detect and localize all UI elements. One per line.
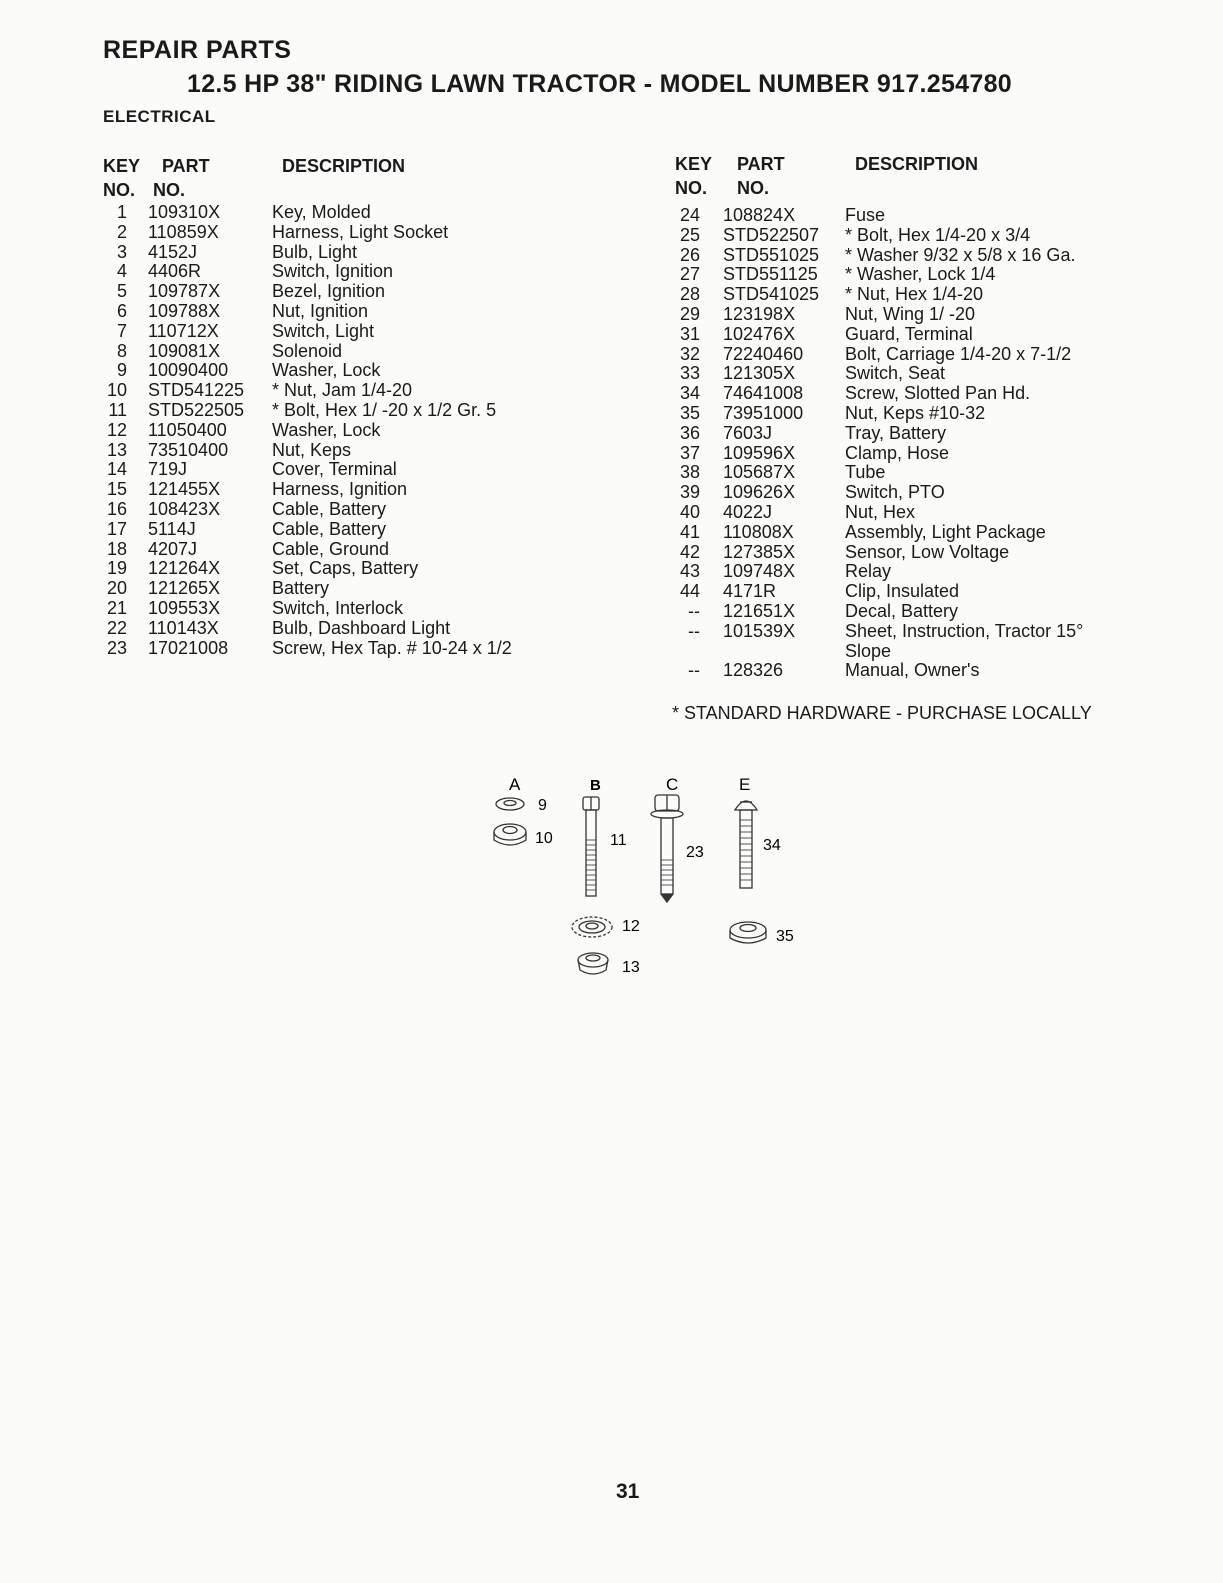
callout-12: 12 (622, 918, 640, 935)
part-number: 108824X (723, 205, 796, 225)
part-number: STD522507 (723, 224, 820, 245)
key-number: 24 (679, 205, 700, 225)
pan-head-screw-icon (735, 801, 757, 888)
part-description: Nut, Wing 1/ -20 (845, 303, 976, 324)
label-c: C (666, 775, 679, 794)
part-number: 73510400 (148, 439, 229, 460)
key-number: 42 (679, 541, 700, 562)
parts-row (0, 424, 1223, 444)
key-number: 44 (679, 581, 700, 602)
hex-nut-icon (578, 953, 608, 974)
key-number: 6 (116, 300, 127, 321)
parts-row (0, 325, 1223, 345)
parts-row (0, 345, 1223, 365)
part-number: 109787X (148, 281, 221, 302)
part-description: Washer, Lock (272, 419, 381, 440)
key-number: 21 (106, 597, 127, 618)
parts-row (0, 503, 1223, 523)
part-number: 121305X (723, 363, 796, 384)
part-number: 102476X (723, 323, 796, 344)
part-number: 7603J (723, 422, 773, 443)
part-number: 121455X (148, 479, 221, 500)
key-number: 23 (106, 637, 127, 658)
part-description: * Nut, Hex 1/4-20 (845, 284, 984, 305)
part-description: Nut, Ignition (272, 300, 369, 321)
part-description: Screw, Hex Tap. # 10-24 x 1/2 (272, 637, 512, 658)
left-key-header-1: KEY (103, 156, 141, 176)
part-number: 109626X (723, 482, 796, 503)
part-description: Sheet, Instruction, Tractor 15° (845, 620, 1084, 641)
key-number: 8 (116, 340, 127, 361)
section-title: ELECTRICAL (103, 107, 216, 126)
key-number: 31 (679, 323, 700, 344)
label-b: B (590, 777, 601, 794)
parts-row (0, 364, 1223, 384)
key-number: 26 (679, 244, 700, 265)
callout-34: 34 (763, 837, 781, 854)
part-description: Harness, Ignition (272, 479, 408, 500)
callout-11: 11 (610, 832, 627, 849)
part-number: 109596X (723, 442, 796, 463)
part-number: STD551025 (723, 244, 820, 265)
key-number: 32 (679, 343, 700, 364)
key-number: -- (688, 660, 700, 681)
part-description: Bulb, Light (272, 241, 358, 262)
key-number: 37 (679, 442, 700, 463)
part-description: Clamp, Hose (845, 442, 950, 463)
standard-hardware-note: * STANDARD HARDWARE - PURCHASE LOCALLY (672, 703, 1092, 723)
key-number: 35 (679, 402, 700, 423)
part-number: 5114J (148, 518, 196, 539)
parts-row (0, 642, 1223, 662)
parts-row (0, 622, 1223, 642)
callout-10: 10 (535, 830, 553, 847)
part-description: Switch, Light (272, 320, 375, 341)
part-description: Set, Caps, Battery (272, 558, 419, 579)
part-description: Switch, Seat (845, 363, 946, 384)
key-number: 16 (106, 498, 127, 519)
key-number: 9 (116, 360, 127, 381)
key-number: 4 (116, 261, 127, 282)
callout-13: 13 (622, 959, 640, 976)
key-number: 7 (116, 320, 127, 341)
part-description: * Bolt, Hex 1/4-20 x 3/4 (845, 224, 1031, 245)
part-number: 10090400 (148, 360, 229, 381)
key-number: 34 (679, 383, 700, 404)
key-number: 43 (679, 561, 700, 582)
right-key-header-2: NO. (675, 178, 708, 198)
key-number: 5 (116, 281, 127, 302)
key-number: 18 (106, 538, 127, 559)
left-part-header-1: PART (162, 156, 210, 176)
key-number: 13 (106, 439, 127, 460)
part-number: 108423X (148, 498, 221, 519)
page-subtitle: 12.5 HP 38" RIDING LAWN TRACTOR - MODEL NUMBER 917.254780 (187, 70, 1012, 98)
callout-23: 23 (686, 844, 704, 861)
part-description: * Bolt, Hex 1/ -20 x 1/2 Gr. 5 (272, 399, 497, 420)
lock-washer-icon (496, 798, 524, 810)
left-part-header-2: NO. (153, 180, 186, 200)
parts-row (0, 562, 1223, 582)
key-number: 29 (679, 303, 700, 324)
part-number: 121265X (148, 578, 221, 599)
key-number: 15 (106, 479, 127, 500)
part-number: 109081X (148, 340, 221, 361)
part-number: 110859X (148, 221, 219, 242)
part-number: 128326 (723, 660, 784, 681)
key-number: 38 (679, 462, 700, 483)
keps-nut-icon (730, 922, 766, 943)
key-number: 36 (679, 422, 700, 443)
parts-row (0, 384, 1223, 404)
part-description: Switch, Ignition (272, 261, 394, 282)
part-description: Cable, Ground (272, 538, 390, 559)
key-number: 41 (679, 521, 700, 542)
page-title: REPAIR PARTS (103, 36, 292, 64)
part-description: Tray, Battery (845, 422, 947, 443)
key-number: -- (688, 620, 700, 641)
part-description: Guard, Terminal (845, 323, 973, 344)
parts-row (0, 305, 1223, 325)
part-number: 121651X (723, 600, 796, 621)
part-description: Screw, Slotted Pan Hd. (845, 383, 1031, 404)
page-number: 31 (616, 1480, 640, 1503)
part-description: Harness, Light Socket (272, 221, 449, 242)
key-number: 10 (106, 380, 127, 401)
part-number: 4406R (148, 261, 202, 282)
key-number: 27 (679, 264, 700, 285)
part-number: 110143X (148, 617, 219, 638)
part-number: STD551125 (723, 264, 818, 285)
parts-row (0, 582, 1223, 602)
parts-row (0, 206, 1223, 226)
part-description: Decal, Battery (845, 600, 959, 621)
key-number: 25 (679, 224, 700, 245)
part-number: 74641008 (723, 383, 804, 404)
right-part-header-1: PART (737, 154, 785, 174)
key-number: 20 (106, 578, 127, 599)
part-description: * Washer, Lock 1/4 (845, 264, 996, 285)
part-description: Relay (845, 561, 892, 582)
right-parts-list (0, 206, 1223, 681)
part-number: STD541025 (723, 284, 820, 305)
part-number: 4022J (723, 501, 773, 522)
part-number: 110712X (148, 320, 219, 341)
part-number: 17021008 (148, 637, 229, 658)
key-number: 17 (106, 518, 127, 539)
part-number: 4152J (148, 241, 198, 262)
part-description: Clip, Insulated (845, 581, 960, 602)
part-description: Slope (845, 640, 892, 661)
part-number: 110808X (723, 521, 794, 542)
part-description: Washer, Lock (272, 360, 381, 381)
parts-row (0, 661, 1223, 681)
key-number: 3 (116, 241, 127, 262)
parts-row (0, 265, 1223, 285)
part-number: 101539X (723, 620, 796, 641)
part-description: Nut, Keps #10-32 (845, 402, 986, 423)
part-number: STD522505 (148, 399, 245, 420)
hex-tap-screw-icon (651, 795, 683, 902)
part-number: 109553X (148, 597, 221, 618)
key-number: 11 (108, 399, 127, 420)
parts-row (0, 463, 1223, 483)
callout-35: 35 (776, 928, 794, 945)
label-a: A (509, 775, 521, 794)
label-e: E (739, 775, 751, 794)
parts-row (0, 543, 1223, 563)
part-description: Bolt, Carriage 1/4-20 x 7-1/2 (845, 343, 1072, 364)
left-desc-header: DESCRIPTION (282, 156, 406, 176)
parts-row (0, 483, 1223, 503)
part-number: 105687X (723, 462, 796, 483)
part-description: Nut, Keps (272, 439, 352, 460)
part-number: 123198X (723, 303, 796, 324)
tooth-washer-icon (572, 917, 612, 937)
key-number: 2 (116, 221, 127, 242)
parts-row (0, 444, 1223, 464)
key-number: 12 (106, 419, 127, 440)
part-description: Switch, Interlock (272, 597, 404, 618)
key-number: 14 (106, 459, 127, 480)
parts-row (0, 404, 1223, 424)
key-number: -- (688, 600, 700, 621)
part-description: Solenoid (272, 340, 343, 361)
key-number: 39 (679, 482, 700, 503)
part-number: 121264X (148, 558, 221, 579)
key-number: 22 (106, 617, 127, 638)
hex-bolt-icon (583, 797, 599, 896)
part-description: Fuse (845, 205, 886, 225)
right-desc-header: DESCRIPTION (855, 154, 979, 174)
parts-row (0, 285, 1223, 305)
part-description: Assembly, Light Package (845, 521, 1046, 542)
key-number: 28 (679, 284, 700, 305)
part-description: Manual, Owner's (845, 660, 980, 681)
part-description: Battery (272, 578, 330, 599)
key-number: 1 (116, 202, 127, 222)
part-description: * Washer 9/32 x 5/8 x 16 Ga. (845, 244, 1076, 265)
part-description: Nut, Hex (845, 501, 916, 522)
part-description: Key, Molded (272, 202, 371, 222)
part-description: Cable, Battery (272, 498, 387, 519)
part-description: Tube (845, 462, 886, 483)
part-number: 109788X (148, 300, 221, 321)
left-key-header-2: NO. (103, 180, 136, 200)
part-number: STD541225 (148, 380, 245, 401)
right-part-header-2: NO. (737, 178, 770, 198)
part-number: 109748X (723, 561, 796, 582)
jam-nut-icon (494, 824, 526, 845)
callout-9: 9 (538, 797, 547, 814)
part-number: 4171R (723, 581, 777, 602)
part-number: 11050400 (148, 419, 227, 440)
part-description: Sensor, Low Voltage (845, 541, 1010, 562)
part-number: 72240460 (723, 343, 804, 364)
key-number: 19 (106, 558, 127, 579)
part-number: 73951000 (723, 402, 804, 423)
parts-row (0, 246, 1223, 266)
part-description: Cover, Terminal (272, 459, 397, 480)
part-description: Cable, Battery (272, 518, 387, 539)
part-number: 109310X (148, 202, 221, 222)
key-number: 33 (679, 363, 700, 384)
part-description: Switch, PTO (845, 482, 945, 503)
part-number: 127385X (723, 541, 796, 562)
parts-row (0, 226, 1223, 246)
parts-row (0, 602, 1223, 622)
parts-row (0, 523, 1223, 543)
right-key-header-1: KEY (675, 154, 713, 174)
part-description: Bezel, Ignition (272, 281, 386, 302)
part-number: 4207J (148, 538, 198, 559)
hardware-diagram (480, 770, 820, 990)
part-description: Bulb, Dashboard Light (272, 617, 451, 638)
part-number: 719J (148, 459, 188, 480)
part-description: * Nut, Jam 1/4-20 (272, 380, 413, 401)
key-number: 40 (679, 501, 700, 522)
